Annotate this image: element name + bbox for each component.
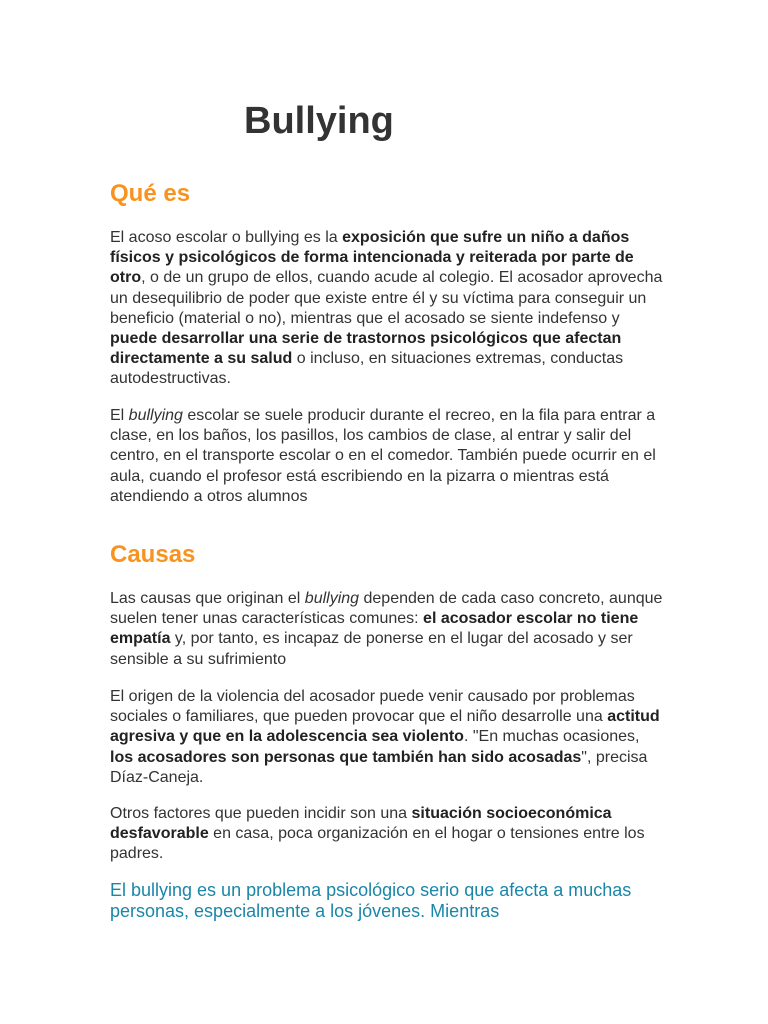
text-run: , o de un grupo de ellos, cuando acude al colegio. El acosador aprovecha un desequilibrio de poder que existe entre él y su víctima para conseguir un beneficio (material o no), mientras que el acosado se siente indefenso y [110,269,663,327]
paragraph [110,589,665,670]
paragraph [110,804,665,865]
text-run: . "En muchas ocasiones, [463,728,640,746]
paragraph [110,406,665,507]
section-heading-que-es: Qué es [110,180,191,207]
closing-highlight-text: El bullying es un problema psicológico serio que afecta a muchas personas, especialmente a los jóvenes. Mientras [110,880,632,921]
paragraph [110,228,665,390]
bold-text: exposición que sufre un niño a daños físicos y psicológicos de forma intencionada y reiterada por parte de otro [110,229,634,287]
bold-text: puede desarrollar una serie de trastornos psicológicos que afectan directamente a su salud [110,330,622,368]
text-run: o incluso, en situaciones extremas, conductas autodestructivas. [110,350,624,388]
bold-text: actitud agresiva y que en la adolescencia sea violento [110,708,660,746]
bold-text: el acosador escolar no tiene empatía [110,610,639,648]
text-run: ", precisa Díaz-Caneja. [110,748,648,786]
text-run: en casa, poca organización en el hogar o tensiones entre los padres. [110,825,645,863]
text-run: Las causas que originan el [110,590,305,607]
text-run: El [110,407,129,424]
text-run: escolar se suele producir durante el recreo, en la fila para entrar a clase, en los baños, los pasillos, los cambios de clase, al entrar y salir del centro, en el transporte escolar o en el comedor. También puede ocurrir en el aula, cuando el profesor está escribiendo en la pizarra o mientras está atendiendo a otros alumnos [110,407,656,505]
document-title: Bullying [244,100,394,142]
text-run: dependen de cada caso concreto, aunque suelen tener unas características comunes: [110,590,663,628]
section-heading-causas: Causas [110,541,196,568]
text-run: y, por tanto, es incapaz de ponerse en el lugar del acosado y ser sensible a su sufrimiento [110,630,633,668]
text-run: Otros factores que pueden incidir son una [110,805,412,822]
bold-text: situación socioeconómica desfavorable [110,805,612,843]
italic-text: bullying [128,407,183,424]
italic-text: bullying [304,590,360,607]
text-run: El acoso escolar o bullying es la [110,229,343,246]
text-run: El origen de la violencia del acosador puede venir causado por problemas sociales o familiares, que pueden provocar que el niño desarrolle una [110,688,635,726]
bold-text: los acosadores son personas que también han sido acosadas [110,748,582,766]
paragraph [110,687,665,788]
